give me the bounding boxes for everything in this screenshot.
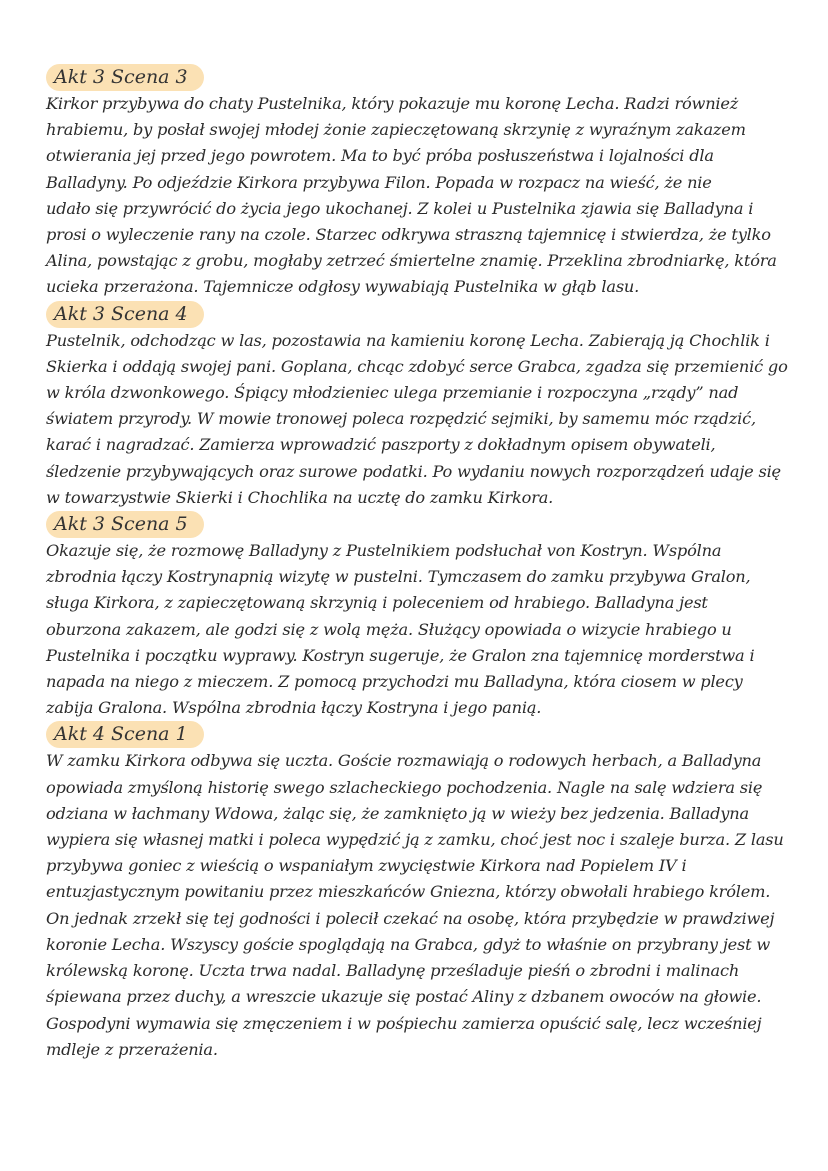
summary-line: otwierania jej przed jego powrotem. Ma to być próba posłuszeństwa i lojalności dla — [46, 146, 714, 166]
summary-line: mdleje z przerażenia. — [46, 1039, 218, 1059]
summary-line: karać i nagradzać. Zamierza wprowadzić paszporty z dokładnym opisem obywateli, — [46, 435, 716, 455]
scene-heading: Akt 4 Scena 1 — [46, 721, 204, 748]
summary-line: Pustelnik, odchodząc w las, pozostawia na kamieniu koronę Lecha. Zabierają ją Chochlik i — [46, 330, 770, 350]
summary-line: światem przyrody. W mowie tronowej poleca rozpędzić sejmiki, by samemu móc rządzić, — [46, 409, 756, 429]
summary-line: Balladyny. Po odjeździe Kirkora przybywa Filon. Popada w rozpacz na wieść, że nie — [46, 172, 712, 192]
summary-line: oburzona zakazem, ale godzi się z wolą męża. Służący opowiada o wizycie hrabiego u — [46, 619, 732, 639]
scene-summary — [46, 91, 784, 301]
summary-line: Kirkor przybywa do chaty Pustelnika, który pokazuje mu koronę Lecha. Radzi również — [46, 94, 739, 113]
scene-section — [46, 64, 784, 301]
summary-line: zabija Gralona. Wspólna zbrodnia łączy Kostryna i jego panią. — [46, 698, 542, 718]
summary-line: sługa Kirkora, z zapieczętowaną skrzynią i poleceniem od hrabiego. Balladyna jest — [46, 593, 708, 613]
summary-line: opowiada zmyśloną historię swego szlacheckiego pochodzenia. Nagle na salę wdziera się — [46, 777, 763, 797]
scene-summary — [46, 538, 784, 721]
summary-line: śledzenie przybywających oraz surowe podatki. Po wydaniu nowych rozporządzeń udaje się — [46, 461, 781, 481]
summary-line: entuzjastycznym powitaniu przez mieszkańców Gniezna, którzy obwołali hrabiego królem. — [46, 882, 771, 902]
summary-line: zbrodnia łączy Kostrynapnią wizytę w pustelni. Tymczasem do zamku przybywa Gralon, — [46, 567, 751, 587]
summary-line: napada na niego z mieczem. Z pomocą przychodzi mu Balladyna, która ciosem w plecy — [46, 672, 743, 692]
summary-line: udało się przywrócić do życia jego ukochanej. Z kolei u Pustelnika zjawia się Balladyna i — [46, 198, 754, 218]
summary-line: królewską koronę. Uczta trwa nadal. Balladynę prześladuje pieśń o zbrodni i malinach — [46, 961, 740, 981]
summary-line: w towarzystwie Skierki i Chochlika na ucztę do zamku Kirkora. — [46, 487, 554, 507]
scene-heading: Akt 3 Scena 3 — [46, 64, 204, 91]
summary-line: Gospodyni wymawia się zmęczeniem i w pośpiechu zamierza opuścić salę, lecz wcześniej — [46, 1013, 762, 1033]
summary-line: Skierka i oddają swojej pani. Goplana, chcąc zdobyć serce Grabca, zgadza się przemienić go — [46, 356, 788, 376]
scene-summary — [46, 328, 788, 511]
scene-section — [46, 721, 784, 1062]
summary-line: Pustelnika i początku wyprawy. Kostryn sugeruje, że Gralon zna tajemnicę morderstwa i — [46, 645, 755, 665]
summary-line: Okazuje się, że rozmowę Balladyny z Pustelnikiem podsłuchał von Kostryn. Wspólna — [46, 541, 722, 561]
summary-line: koronie Lecha. Wszyscy goście spoglądają na Grabca, gdyż to właśnie on przybrany jest w — [46, 934, 771, 954]
summary-line: Alina, powstając z grobu, mogłaby zetrzeć śmiertelne znamię. Przeklina zbrodniarkę, która — [46, 251, 777, 271]
scene-heading: Akt 3 Scena 4 — [46, 301, 204, 328]
scene-section — [46, 511, 784, 721]
scene-section — [46, 301, 788, 511]
scene-heading: Akt 3 Scena 5 — [46, 511, 204, 538]
summary-line: prosi o wyleczenie rany na czole. Starzec odkrywa straszną tajemnicę i stwierdza, że tylko — [46, 225, 771, 245]
summary-line: wypiera się własnej matki i poleca wypędzić ją z zamku, choć jest noc i szaleje burza. Z lasu — [46, 830, 784, 850]
summary-line: hrabiemu, by posłał swojej młodej żonie zapieczętowaną skrzynię z wyraźnym zakazem — [46, 120, 746, 140]
summary-line: W zamku Kirkora odbywa się uczta. Goście rozmawiają o rodowych herbach, a Balladyna — [46, 751, 762, 771]
summary-line: ucieka przerażona. Tajemnicze odgłosy wywabiają Pustelnika w głąb lasu. — [46, 277, 640, 297]
summary-line: przybywa goniec z wieścią o wspaniałym zwycięstwie Kirkora nad Popielem IV i — [46, 856, 687, 876]
summary-line: śpiewana przez duchy, a wreszcie ukazuje się postać Aliny z dzbanem owoców na głowie. — [46, 987, 762, 1007]
summary-line: On jednak zrzekł się tej godności i polecił czekać na osobę, która przybędzie w prawdziwej — [46, 908, 775, 928]
scene-summary — [46, 748, 784, 1062]
summary-line: w króla dzwonkowego. Śpiący młodzieniec ulega przemianie i rozpoczyna „rządy” nad — [46, 383, 739, 403]
summary-line: odziana w łachmany Wdowa, żaląc się, że zamknięto ją w wieży bez jedzenia. Balladyna — [46, 803, 749, 823]
